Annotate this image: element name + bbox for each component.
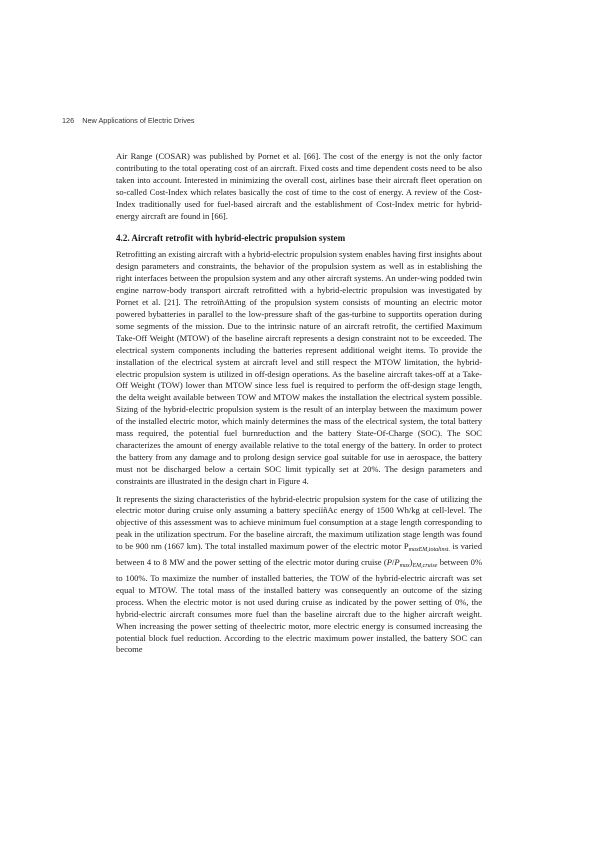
subscript-max-em: maxEM,totalinst.	[408, 547, 450, 554]
running-title: New Applications of Electric Drives	[82, 116, 195, 125]
page-body	[116, 151, 482, 656]
math-p: P	[386, 557, 393, 568]
paragraph-retrofit: Retrofitting an existing aircraft with a hybrid-electric propulsion system enables having first insights about design parameters and constraints, the behavior of the propulsion system as well as in establishing the right interfaces between the propulsion system and any other aircraft systems. An under-wing podded twin engine narrow-body transport aircraft retrofitted with a hybrid-electric propulsion was investigated by Pornet et al. [21]. The retroïñAtting of the propulsion system consists of mounting an electric motor powered bybatteries in parallel to the low-pressure shaft of the gas-turbine to supportits operation during some segments of the mission. Due to the intrinsic nature of an aircraft retrofit, the certified Maximum Take-Off Weight (MTOW) of the baseline aircraft represents a design constraint not to be exceeded. The electrical system components including the batteries represent additional weight items. To provide the installation of the electrical system at aircraft level and still respect the MTOW limitation, the hybrid-electric propulsion system is utilized in off-design operations. As the baseline aircraft takes-off at a Take-Off Weight (TOW) lower than MTOW since less fuel is required to perform the off-design stage length, the delta weight available between TOW and MTOW makes the installation the electrical system possible. Sizing of the hybrid-electric propulsion system is the result of an interplay between the maximum power of the installed electric motor, which mainly determines the mass of the electrical system, the total battery mass required, the potential fuel burnreduction and the battery State-Of-Charge (SOC). The SOC characterizes the amount of energy available relative to the total energy of the battery. In order to protect the battery from any damage and to prolong design service goal suitable for use in aerospace, the battery must not be discharged below a certain SOC limit typically set at 20%. The design parameters and constraints are illustrated in the design chart in Figure 4.	[116, 249, 482, 486]
sizing-text-b: is varied between 4 to 8 MW and the power setting of the electric motor during cruise (	[116, 541, 482, 568]
math-close-paren: )	[409, 557, 413, 568]
math-slash: /	[392, 557, 395, 568]
paragraph-cosar: Air Range (COSAR) was published by Pornet et al. [66]. The cost of the energy is not the only factor contributing to the total operating cost of an aircraft. Fixed costs and time dependent costs need to be also taken into account. Interested in minimizing the overall cost, airlines base their aircraft fleet operation on so-called Cost-Index which relates basically the cost of time to the cost of energy. A review of the Cost-Index traditionally used for fuel-based aircraft and the establishment of Cost-Index metric for hybrid-energy aircraft are found in [66].	[116, 151, 482, 221]
subscript-max: max	[399, 563, 410, 570]
paragraph-sizing	[116, 494, 482, 657]
sizing-text-c: between 0% to 100%. To maximize the number of installed batteries, the TOW of the hybrid-electric aircraft was set equal to MTOW. The total mass of the installed battery was consequently an outcome of the sizing process. When the electric motor is not used during cruise as indicated by the power setting of 0%, the hybrid-electric aircraft consumes more fuel than the baseline aircraft due to the higher aircraft weight. When increasing the power setting of theelectric motor, more electric energy is consumed increasing the potential block fuel reduction. According to the electric maximum power installed, the battery SOC can become	[116, 557, 482, 655]
section-heading: 4.2. Aircraft retrofit with hybrid-electric propulsion system	[116, 233, 346, 244]
math-p-max: P	[394, 557, 400, 568]
page-number: 126	[62, 116, 75, 125]
sizing-text-a: It represents the sizing characteristics of the hybrid-electric propulsion system for the case of utilizing the electric motor during cruise only assuming a battery speciïñAc energy of 1500 Wh/kg at cell-level. The objective of this assessment was to achieve minimum fuel consumption at a stage length corresponding to peak in the utilization spectrum. For the baseline aircraft, the maximum utilization stage length was found to be 900 nm (1667 km). The total installed maximum power of the electric motor P	[116, 493, 482, 552]
subscript-em-cruise: EM,cruise	[412, 563, 438, 570]
running-header	[62, 116, 195, 125]
